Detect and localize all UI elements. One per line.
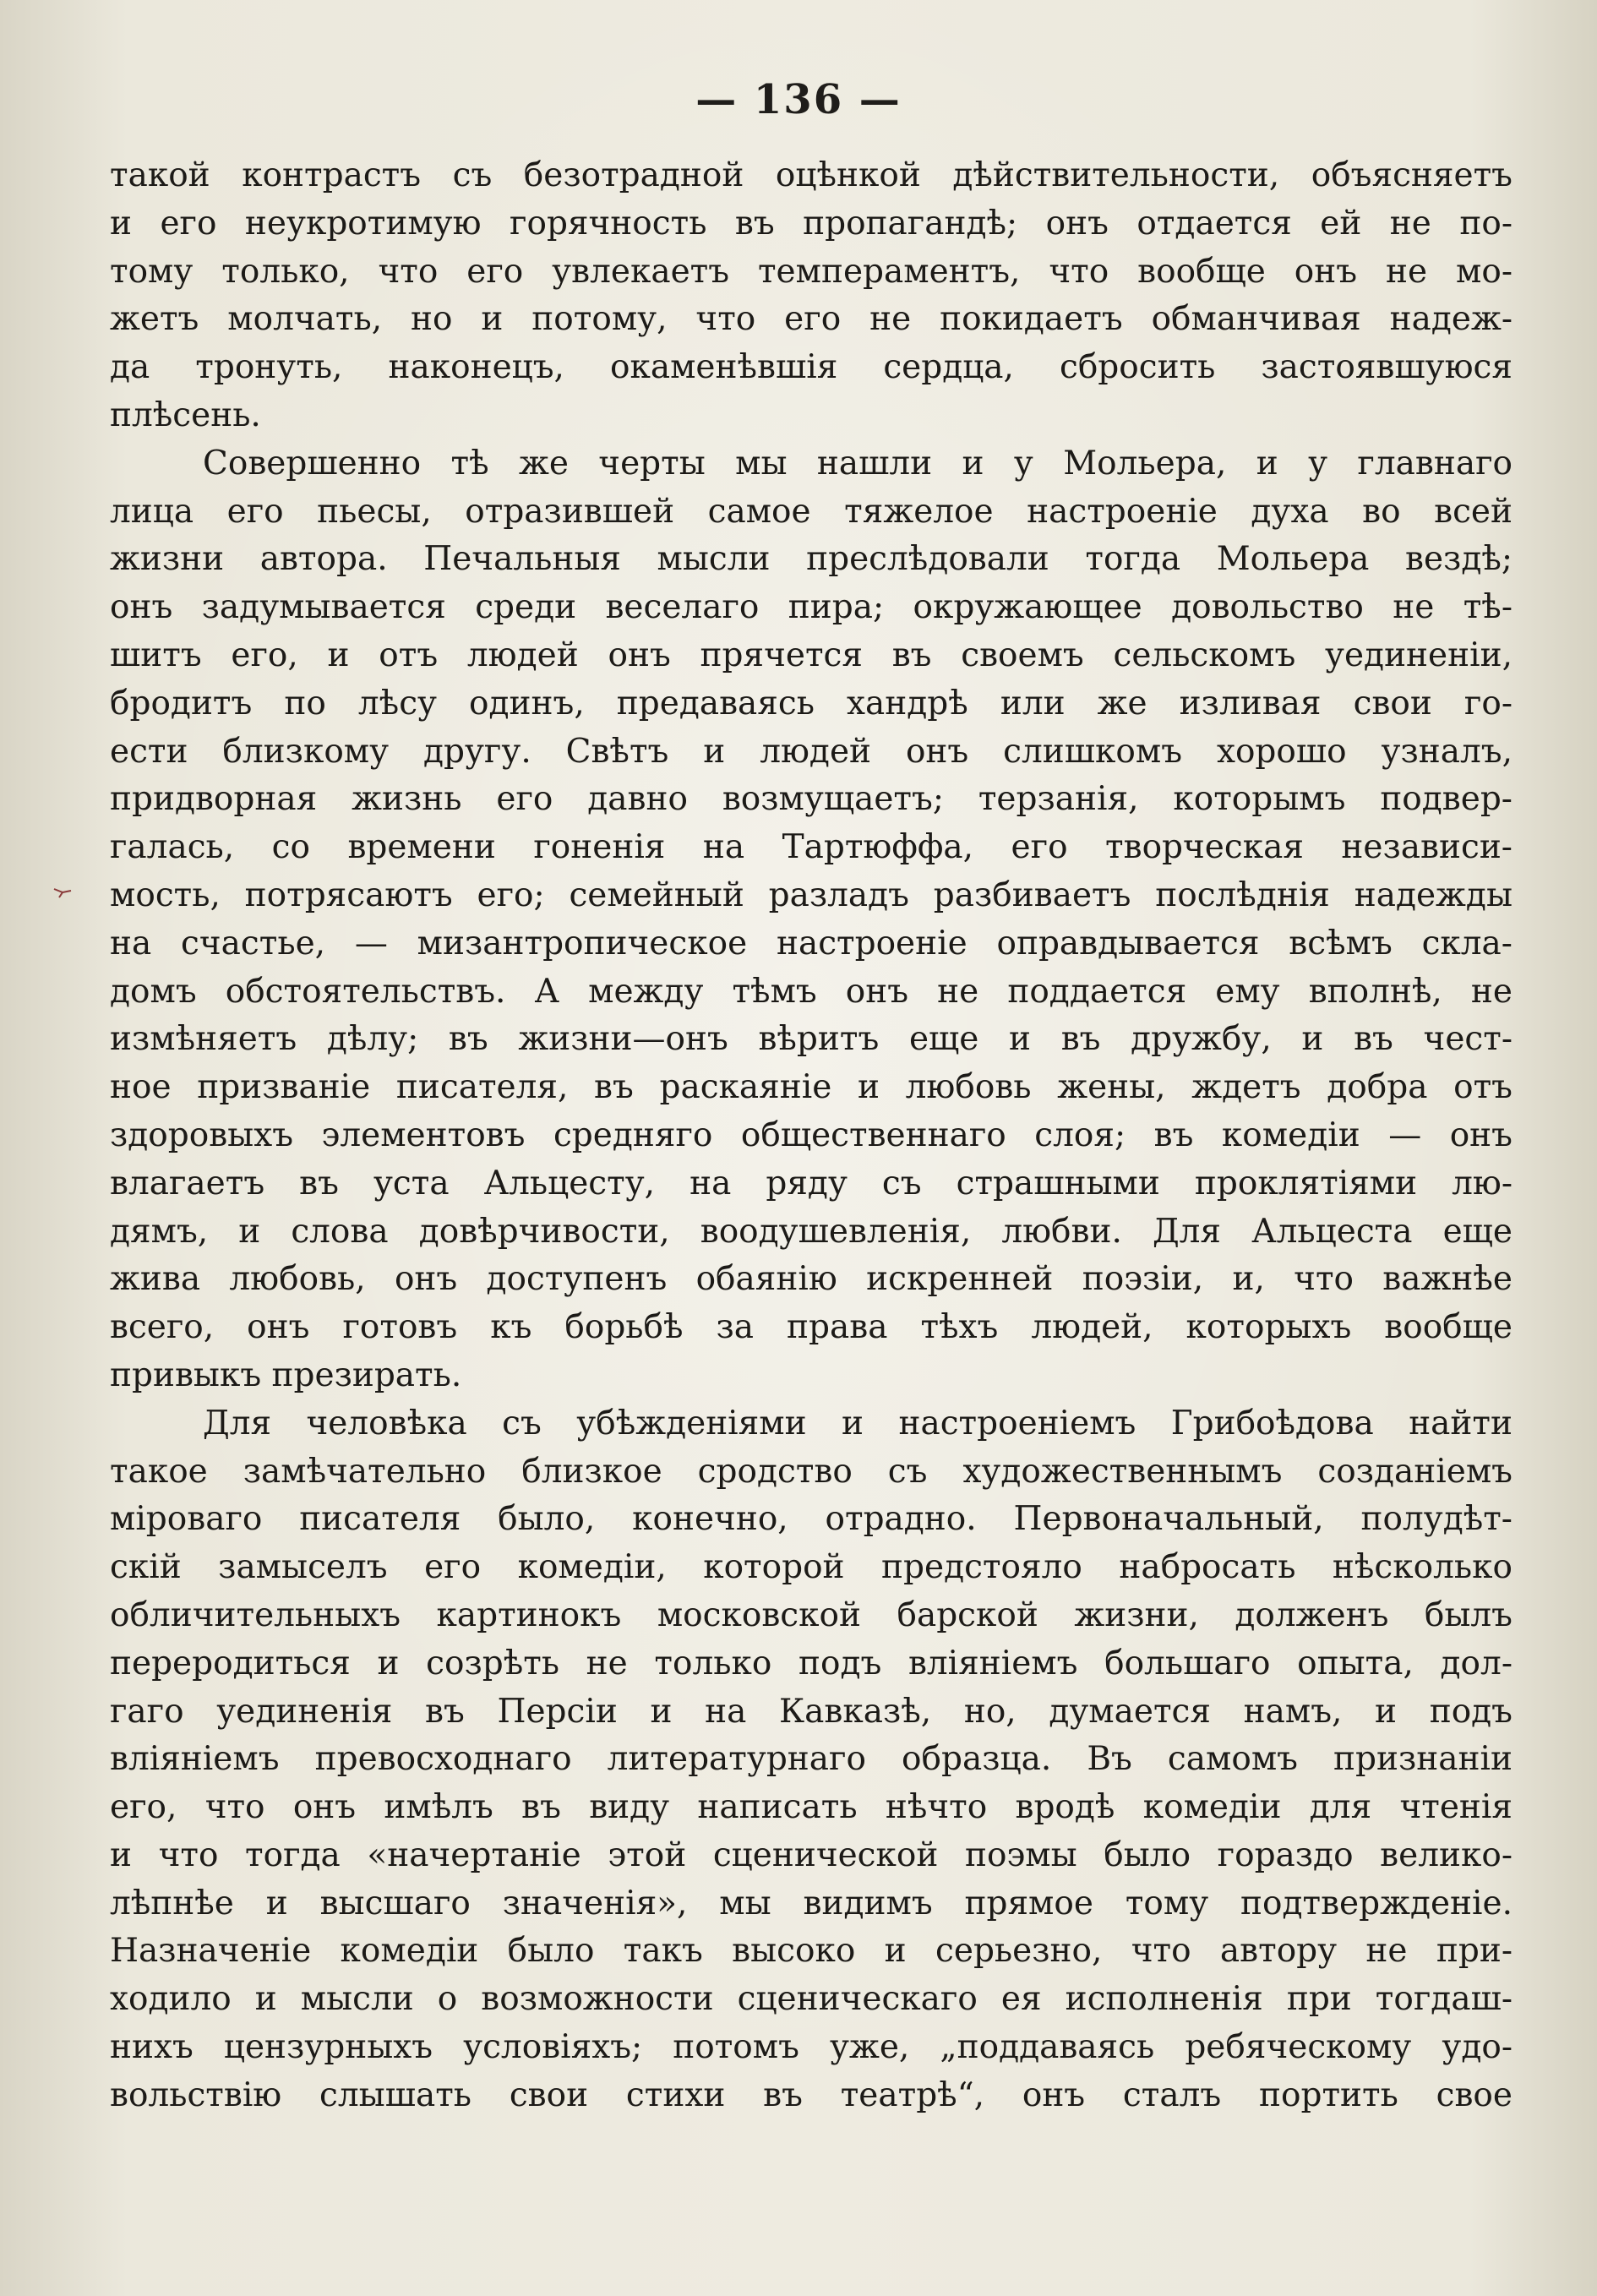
text-line: такое замѣчательно близкое сродство съ художественнымъ созданіемъ bbox=[110, 1452, 1513, 1491]
text-line: скій замыселъ его комедіи, которой предстояло набросать нѣсколько bbox=[110, 1548, 1513, 1587]
text-line: домъ обстоятельствъ. А между тѣмъ онъ не поддается ему вполнѣ, не bbox=[110, 972, 1513, 1011]
text-line: ходило и мысли о возможности сценическаго ея исполненія при тогдаш- bbox=[110, 1980, 1513, 2019]
text-line: придворная жизнь его давно возмущаетъ; терзанія, которымъ подвер- bbox=[110, 780, 1513, 819]
text-line: ести близкому другу. Свѣтъ и людей онъ слишкомъ хорошо узналъ, bbox=[110, 732, 1513, 771]
text-line: да тронуть, наконецъ, окаменѣвшія сердца, сбросить застоявшуюся bbox=[110, 348, 1513, 387]
text-line: обличительныхъ картинокъ московской барской жизни, долженъ былъ bbox=[110, 1595, 1513, 1634]
text-line: всего, онъ готовъ къ борьбѣ за права тѣхъ людей, которыхъ вообще bbox=[110, 1308, 1513, 1347]
text-line: плѣсень. bbox=[110, 395, 261, 434]
text-line: міроваго писателя было, конечно, отрадно. Первоначальный, полудѣт- bbox=[110, 1500, 1513, 1539]
text-line: жизни автора. Печальныя мысли преслѣдовали тогда Мольера вездѣ; bbox=[110, 540, 1513, 579]
text-line: Для человѣка съ убѣжденіями и настроеніемъ Грибоѣдова найти bbox=[203, 1404, 1513, 1442]
text-line: переродиться и созрѣть не только подъ вліяніемъ большаго опыта, дол- bbox=[110, 1644, 1513, 1682]
text-line: галась, со времени гоненія на Тартюффа, его творческая независи- bbox=[110, 828, 1513, 867]
text-line: измѣняетъ дѣлу; въ жизни—онъ вѣритъ еще и въ дружбу, и въ чест- bbox=[110, 1020, 1513, 1059]
text-line: на счастье, — мизантропическое настроеніе оправдывается всѣмъ скла- bbox=[110, 924, 1513, 963]
paragraph-3 bbox=[110, 1400, 1513, 2120]
text-line: вліяніемъ превосходнаго литературнаго образца. Въ самомъ признаніи bbox=[110, 1740, 1513, 1779]
text-line: ное призваніе писателя, въ раскаяніе и любовь жены, ждетъ добра отъ bbox=[110, 1068, 1513, 1107]
text-line: лица его пьесы, отразившей самое тяжелое настроеніе духа во всей bbox=[110, 492, 1513, 531]
text-line: шитъ его, и отъ людей онъ прячется въ своемъ сельскомъ уединеніи, bbox=[110, 635, 1513, 674]
page-body bbox=[110, 152, 1513, 2120]
text-line: бродитъ по лѣсу одинъ, предаваясь хандрѣ или же изливая свои го- bbox=[110, 684, 1513, 723]
text-line: здоровыхъ элементовъ средняго общественнаго слоя; въ комедіи — онъ bbox=[110, 1115, 1513, 1154]
text-line: влагаетъ въ уста Альцесту, на ряду съ страшными проклятіями лю- bbox=[110, 1164, 1513, 1203]
text-line: его, что онъ имѣлъ въ виду написать нѣчто вродѣ комедіи для чтенія bbox=[110, 1788, 1513, 1827]
text-line: лѣпнѣе и высшаго значенія», мы видимъ прямое тому подтвержденіе. bbox=[110, 1884, 1513, 1922]
text-line: Совершенно тѣ же черты мы нашли и у Мольера, и у главнаго bbox=[203, 444, 1513, 483]
text-line: жива любовь, онъ доступенъ обаянію искренней поэзіи, и, что важнѣе bbox=[110, 1260, 1513, 1299]
paragraph-1 bbox=[110, 152, 1513, 440]
text-line: и что тогда «начертаніе этой сценической поэмы было гораздо велико- bbox=[110, 1835, 1513, 1874]
paragraph-2 bbox=[110, 440, 1513, 1400]
text-line: Назначеніе комедіи было такъ высоко и серьезно, что автору не при- bbox=[110, 1932, 1513, 1971]
ink-mark-icon bbox=[51, 879, 76, 904]
text-line: вольствію слышать свои стихи въ театрѣ“, онъ сталъ портить свое bbox=[110, 2075, 1513, 2114]
text-line: мость, потрясаютъ его; семейный разладъ разбиваетъ послѣднія надежды bbox=[110, 875, 1513, 914]
text-line: жетъ молчать, но и потому, что его не покидаетъ обманчивая надеж- bbox=[110, 300, 1513, 339]
text-line: привыкъ презирать. bbox=[110, 1355, 462, 1394]
text-line: тому только, что его увлекаетъ темпераментъ, что вообще онъ не мо- bbox=[110, 252, 1513, 291]
page-number: — 136 — bbox=[695, 76, 902, 123]
text-line: нихъ цензурныхъ условіяхъ; потомъ уже, „поддаваясь ребяческому удо- bbox=[110, 2028, 1513, 2067]
text-line: онъ задумывается среди веселаго пира; окружающее довольство не тѣ- bbox=[110, 588, 1513, 627]
text-line: дямъ, и слова довѣрчивости, воодушевленія, любви. Для Альцеста еще bbox=[110, 1212, 1513, 1251]
text-line: гаго уединенія въ Персіи и на Кавказѣ, но, думается намъ, и подъ bbox=[110, 1692, 1513, 1731]
text-line: и его неукротимую горячность въ пропагандѣ; онъ отдается ей не по- bbox=[110, 204, 1513, 243]
text-line: такой контрастъ съ безотрадной оцѣнкой дѣйствительности, объясняетъ bbox=[110, 156, 1513, 194]
